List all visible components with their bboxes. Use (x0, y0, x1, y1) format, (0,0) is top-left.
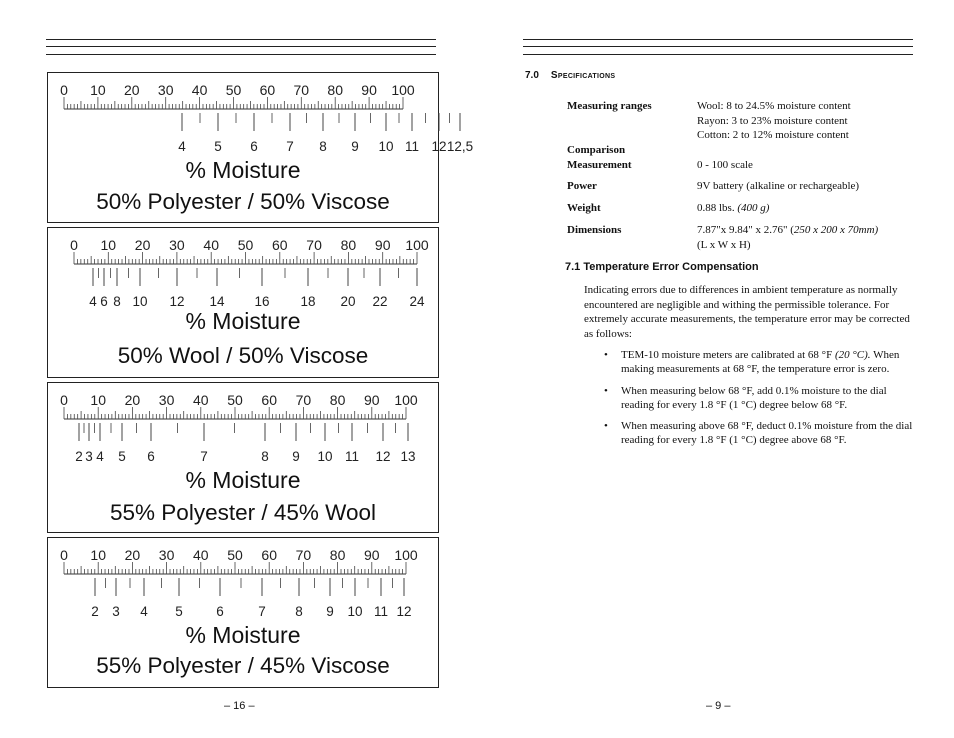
blend-label: 50% Polyester / 50% Viscose (96, 189, 390, 214)
scale-top-label: 90 (364, 547, 380, 563)
moisture-scale-panel (47, 227, 439, 378)
scale-bottom-label: 16 (254, 294, 270, 309)
scale-top-label: 50 (227, 547, 243, 563)
moisture-label: % Moisture (185, 157, 301, 183)
body-paragraph: Indicating errors due to differences in ambient temperature as normally encountered are negligible and withing the permissible tolerance. For extremely accurate measurements, the temperature error may be corrected as follows: (584, 284, 910, 340)
scale-top-label: 80 (327, 82, 343, 98)
spec-label: Measuring ranges (567, 100, 652, 112)
scale-bottom-label: 9 (351, 139, 359, 154)
scale-bottom-label: 12 (431, 139, 447, 154)
bullet-list (604, 348, 918, 455)
scale-bottom-label: 8 (319, 139, 327, 154)
scale-top-label: 30 (157, 82, 174, 98)
scale-top-label: 20 (124, 392, 141, 408)
scale-bottom-label: 8 (261, 449, 269, 464)
scale-top-label: 60 (259, 82, 276, 98)
scale-bottom-label: 6 (250, 139, 258, 154)
scale-bottom-label: 7 (258, 604, 266, 619)
scale-bottom-label: 12 (375, 449, 391, 464)
dimensions-imperial: 7.87"x 9.84" x 2.76" ( (697, 224, 794, 236)
scale-top-label: 40 (191, 82, 208, 98)
scale-top-label: 0 (60, 547, 68, 563)
scale-bottom-label: 4 (178, 139, 186, 154)
scale-top-label: 40 (193, 392, 209, 408)
scale-bottom-label: 12 (396, 604, 412, 619)
scale-top-label: 0 (60, 392, 68, 408)
right-header-rule-3 (523, 54, 913, 55)
moisture-scale-panel (47, 537, 439, 688)
scale-bottom-label: 5 (214, 139, 222, 154)
scale-bottom-label: 4 (140, 604, 148, 619)
scale-bottom-label: 11 (404, 139, 420, 154)
spec-row-measuring-ranges (567, 99, 927, 143)
scale-bottom-label: 2 (75, 449, 83, 464)
spec-label: Dimensions (567, 224, 622, 236)
scale-top-label: 100 (394, 392, 418, 408)
scale-top-label: 80 (329, 392, 346, 408)
scale-bottom-label: 18 (300, 294, 316, 309)
scale-bottom-label: 8 (295, 604, 303, 619)
spec-label-line: Measurement (567, 158, 632, 171)
subsection-title: 7.1 Temperature Error Compensation (565, 261, 759, 273)
scale-top-label: 20 (124, 82, 140, 98)
dimensions-order: (L x W x H) (697, 238, 751, 251)
scale-top-label: 10 (100, 237, 117, 253)
scale-top-label: 80 (329, 547, 346, 563)
spec-row-comparison (567, 143, 927, 173)
scale-bottom-label: 10 (347, 604, 363, 619)
scale-bottom-label: 11 (373, 604, 389, 619)
bullet-text: When making measurements at 68 °F, the temperature error is zero. (621, 349, 900, 376)
scale-top-label: 20 (134, 237, 151, 253)
weight-value: 0.88 lbs. (697, 202, 735, 214)
scale-top-label: 10 (90, 392, 106, 408)
moisture-scale-panel (47, 382, 439, 533)
scale-bottom-label: 9 (292, 449, 300, 464)
spec-label: Weight (567, 202, 601, 214)
spec-row-power (567, 179, 927, 194)
scale-top-label: 30 (169, 237, 185, 253)
spec-value-line: Rayon: 3 to 23% moisture content (697, 114, 848, 127)
scale-bottom-label: 5 (175, 604, 183, 619)
scale-top-label: 20 (124, 547, 141, 563)
spec-row-weight (567, 201, 927, 216)
scale-bottom-label: 24 (409, 294, 425, 309)
scale-top-label: 100 (394, 547, 418, 563)
bullet-dot: • (604, 349, 608, 361)
scale-bottom-label: 22 (372, 294, 388, 309)
left-header-rule-3 (46, 54, 436, 55)
moisture-label: % Moisture (185, 308, 301, 334)
bullet-dot: • (604, 384, 608, 397)
scale-ruler (48, 538, 438, 628)
blend-label: 50% Wool / 50% Viscose (117, 343, 369, 368)
scale-bottom-label: 11 (344, 449, 360, 464)
scale-bottom-label: 13 (400, 449, 416, 464)
scale-bottom-label: 4 (89, 294, 97, 309)
scale-top-label: 90 (361, 82, 377, 98)
scale-top-label: 70 (293, 82, 310, 98)
scale-top-label: 30 (158, 547, 175, 563)
scale-top-label: 0 (60, 82, 68, 98)
blend-label: 55% Polyester / 45% Wool (110, 500, 376, 525)
scale-top-label: 50 (237, 237, 254, 253)
scale-bottom-label: 7 (286, 139, 294, 154)
scale-bottom-label: 2 (91, 604, 99, 619)
spec-value-line: Wool: 8 to 24.5% moisture content (697, 100, 851, 112)
scale-bottom-label: 14 (209, 294, 225, 309)
scale-bottom-label: 9 (326, 604, 334, 619)
spec-label (567, 143, 692, 172)
scale-bottom-label: 10 (132, 294, 148, 309)
scale-bottom-label: 4 (96, 449, 104, 464)
left-header-rule-2 (46, 46, 436, 47)
section-title: Specifications (550, 70, 616, 81)
scale-ruler (48, 383, 438, 473)
scale-bottom-label: 3 (85, 449, 93, 464)
scale-bottom-label: 6 (216, 604, 224, 619)
scale-top-label: 100 (391, 82, 415, 98)
scale-top-label: 70 (306, 237, 322, 253)
bullet-italic: (20 °C). (834, 349, 871, 361)
bullet-text: When measuring above 68 °F, deduct 0.1% moisture from the dial reading for every 1.8 °F (1 °C) degree above 68 °F. (621, 420, 913, 447)
spec-label: Power (567, 180, 597, 192)
scale-ruler (48, 228, 438, 318)
scale-top-label: 60 (272, 237, 288, 253)
left-header-rule-1 (46, 39, 436, 40)
scale-top-label: 50 (227, 392, 243, 408)
right-header-rule-1 (523, 39, 913, 40)
bullet-item (604, 348, 918, 377)
section-heading (525, 70, 615, 81)
scale-top-label: 70 (295, 547, 312, 563)
scale-bottom-label: 7 (200, 449, 208, 464)
scale-bottom-label: 12,5 (446, 139, 474, 154)
scale-top-label: 30 (158, 392, 175, 408)
scale-top-label: 40 (203, 237, 219, 253)
scale-bottom-label: 8 (113, 294, 121, 309)
scale-bottom-label: 5 (118, 449, 126, 464)
right-header-rule-2 (523, 46, 913, 47)
scale-top-label: 40 (193, 547, 209, 563)
dimensions-line (697, 223, 937, 238)
page-number-left: – 16 – (224, 700, 255, 712)
bullet-item (604, 384, 918, 413)
bullet-text: When measuring below 68 °F, add 0.1% moisture to the dial reading for every 1.8 °F (1 °C) degree below 68 °F. (621, 384, 887, 411)
moisture-label: % Moisture (185, 467, 301, 493)
scale-top-label: 90 (374, 237, 391, 253)
scale-bottom-label: 12 (169, 294, 185, 309)
scale-bottom-label: 6 (147, 449, 155, 464)
scale-top-label: 60 (261, 547, 277, 563)
scale-top-label: 70 (295, 392, 312, 408)
bullet-dot: • (604, 420, 608, 433)
spec-value (697, 99, 937, 143)
spec-value (697, 201, 937, 216)
scale-ruler (48, 73, 474, 163)
spec-value: 9V battery (alkaline or rechargeable) (697, 180, 860, 192)
scale-top-label: 90 (364, 392, 380, 408)
spec-value (697, 223, 937, 252)
bullet-item (604, 419, 918, 448)
scale-bottom-label: 10 (378, 139, 394, 154)
moisture-label: % Moisture (185, 622, 301, 648)
moisture-scale-panel (47, 72, 474, 223)
weight-metric: (400 g) (737, 202, 770, 214)
scale-top-label: 10 (90, 82, 106, 98)
spec-value-line: Cotton: 2 to 12% moisture content (697, 129, 849, 141)
scale-top-label: 60 (261, 392, 277, 408)
spec-label-line: Comparison (567, 144, 626, 156)
section-number: 7.0 (525, 70, 539, 81)
bullet-text: TEM-10 moisture meters are calibrated at 68 °F (621, 349, 833, 361)
scale-top-label: 10 (90, 547, 106, 563)
blend-label: 55% Polyester / 45% Viscose (96, 653, 390, 678)
scale-bottom-label: 20 (340, 294, 356, 309)
spec-value: 0 - 100 scale (697, 158, 753, 171)
scale-bottom-label: 3 (112, 604, 120, 619)
scale-top-label: 100 (405, 237, 429, 253)
scale-bottom-label: 6 (100, 294, 108, 309)
scale-top-label: 50 (225, 82, 242, 98)
scale-bottom-label: 10 (317, 449, 333, 464)
spec-row-dimensions (567, 223, 927, 253)
scale-top-label: 80 (340, 237, 357, 253)
dimensions-metric: 250 x 200 x 70mm) (793, 224, 879, 236)
scale-top-label: 0 (70, 237, 78, 253)
page-number-right: – 9 – (706, 700, 731, 712)
